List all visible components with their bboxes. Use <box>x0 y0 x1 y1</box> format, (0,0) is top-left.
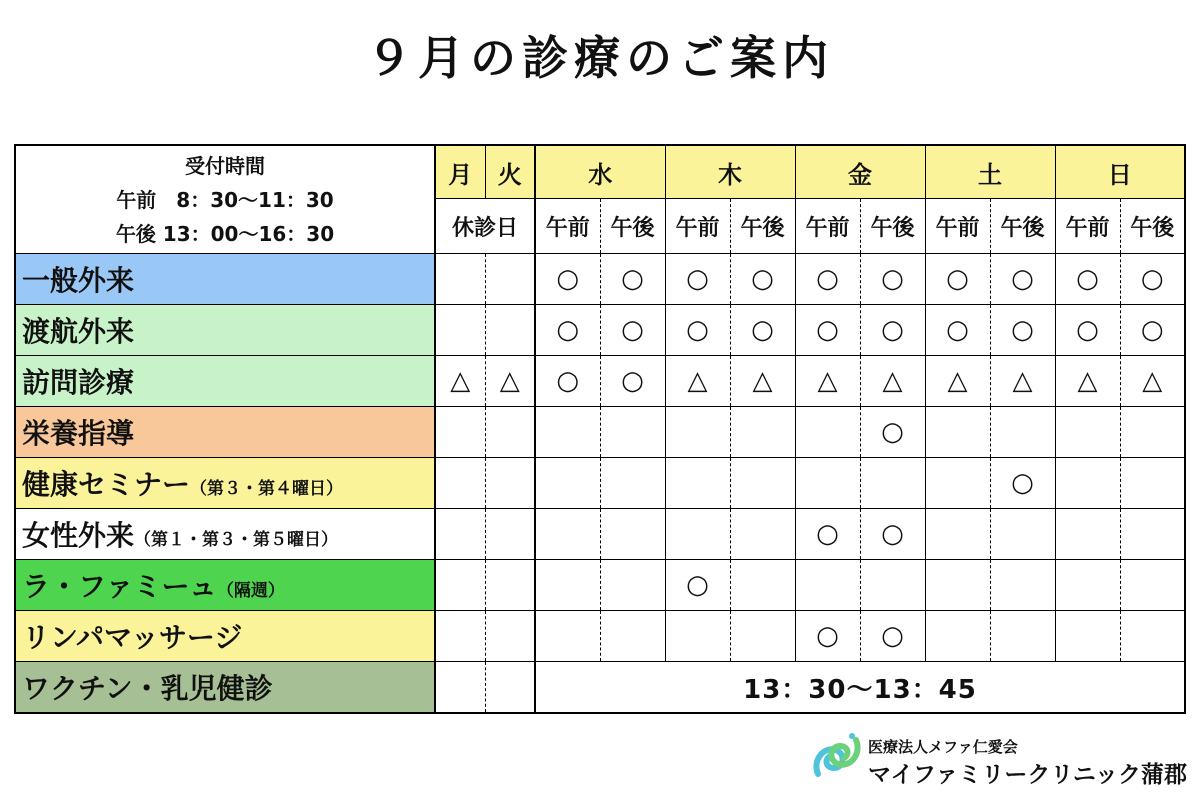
schedule-cell <box>860 560 925 611</box>
schedule-cell <box>665 356 730 407</box>
available-mark: ○ <box>946 315 969 345</box>
schedule-cell <box>665 305 730 356</box>
available-mark: ○ <box>1140 315 1164 345</box>
schedule-cell <box>1055 356 1120 407</box>
schedule-row <box>15 458 1185 509</box>
row-label-vaccine: ワクチン・乳児健診 <box>15 662 435 714</box>
partial-mark: △ <box>450 366 471 396</box>
partial-mark: △ <box>1142 366 1163 396</box>
reception-am: 午前 8：30〜11：30 <box>116 187 334 212</box>
schedule-cell <box>925 611 990 662</box>
schedule-cell <box>1120 458 1185 509</box>
schedule-cell <box>665 407 730 458</box>
schedule-cell <box>925 560 990 611</box>
row-label <box>15 458 435 509</box>
schedule-cell <box>795 458 860 509</box>
available-mark: ○ <box>1076 264 1099 294</box>
available-mark: ○ <box>556 366 580 396</box>
schedule-cell <box>435 458 485 509</box>
schedule-cell <box>485 458 535 509</box>
available-mark: ○ <box>1011 468 1034 498</box>
schedule-cell <box>990 254 1055 305</box>
schedule-cell <box>665 254 730 305</box>
schedule-cell <box>1120 407 1185 458</box>
closed-day-label: 休診日 <box>435 199 535 254</box>
schedule-cell <box>1120 305 1185 356</box>
schedule-cell <box>860 458 925 509</box>
schedule-cell <box>435 611 485 662</box>
vaccine-time: 13：30〜13：45 <box>535 662 1185 714</box>
schedule-cell <box>485 509 535 560</box>
schedule-cell <box>435 356 485 407</box>
schedule-cell <box>925 356 990 407</box>
schedule-cell <box>1120 560 1185 611</box>
schedule-cell <box>600 560 665 611</box>
pm-header: 午後 <box>1120 199 1185 254</box>
available-mark: ○ <box>751 264 774 294</box>
schedule-cell <box>535 254 600 305</box>
schedule-cell <box>665 458 730 509</box>
schedule-cell <box>1055 458 1120 509</box>
schedule-cell <box>535 458 600 509</box>
row-label-text: リンパマッサージ <box>22 621 243 654</box>
schedule-cell <box>925 407 990 458</box>
partial-mark: △ <box>1012 366 1033 396</box>
row-label-note: （隔週） <box>216 581 285 601</box>
available-mark: ○ <box>881 417 904 447</box>
row-label-note: （第３・第４曜日） <box>190 479 344 499</box>
schedule-cell <box>925 509 990 560</box>
schedule-cell <box>730 407 795 458</box>
schedule-cell <box>535 407 600 458</box>
schedule-cell <box>485 407 535 458</box>
schedule-cell <box>860 509 925 560</box>
schedule-cell <box>730 560 795 611</box>
schedule-cell <box>535 611 600 662</box>
available-mark: ○ <box>881 621 904 651</box>
schedule-cell <box>1055 509 1120 560</box>
available-mark: ○ <box>686 315 709 345</box>
schedule-cell <box>600 458 665 509</box>
schedule-cell <box>1055 611 1120 662</box>
row-label-text: ラ・ファミーュ <box>22 570 217 603</box>
schedule-cell <box>435 560 485 611</box>
schedule-row <box>15 611 1185 662</box>
schedule-cell <box>730 611 795 662</box>
schedule-cell <box>1120 611 1185 662</box>
row-label-text: 渡航外来 <box>22 315 135 348</box>
row-label-note: （第１・第３・第５曜日） <box>134 530 339 550</box>
day-thu: 木 <box>665 145 795 199</box>
cell-empty <box>485 662 535 714</box>
schedule-row <box>15 254 1185 305</box>
schedule-cell <box>730 305 795 356</box>
day-mon: 月 <box>435 145 485 199</box>
schedule-cell <box>1055 560 1120 611</box>
schedule-cell <box>1055 305 1120 356</box>
schedule-cell <box>795 407 860 458</box>
am-header: 午前 <box>925 199 990 254</box>
partial-mark: △ <box>687 366 708 396</box>
available-mark: ○ <box>881 264 904 294</box>
schedule-cell <box>435 407 485 458</box>
available-mark: ○ <box>946 264 969 294</box>
partial-mark: △ <box>1077 366 1098 396</box>
schedule-cell <box>1120 509 1185 560</box>
schedule-cell <box>535 509 600 560</box>
schedule-cell <box>990 509 1055 560</box>
schedule-cell <box>1120 254 1185 305</box>
schedule-cell <box>1120 356 1185 407</box>
available-mark: ○ <box>621 366 644 396</box>
schedule-cell <box>485 254 535 305</box>
available-mark: ○ <box>621 315 644 345</box>
clinic-org-name: 医療法人メファ仁愛会 <box>868 738 1018 756</box>
row-label-text: 健康セミナー <box>22 468 191 501</box>
row-label-text: 栄養指導 <box>22 417 135 450</box>
partial-mark: △ <box>499 366 520 396</box>
clinic-logo-icon <box>810 730 864 784</box>
available-mark: ○ <box>881 315 904 345</box>
available-mark: ○ <box>686 264 709 294</box>
reception-heading: 受付時間 <box>185 153 265 178</box>
schedule-cell <box>860 356 925 407</box>
schedule-cell <box>600 509 665 560</box>
row-label <box>15 611 435 662</box>
am-header: 午前 <box>535 199 600 254</box>
schedule-cell <box>795 509 860 560</box>
page-title: ９月の診療のご案内 <box>366 31 834 85</box>
schedule-row <box>15 356 1185 407</box>
available-mark: ○ <box>816 315 839 345</box>
row-label <box>15 407 435 458</box>
schedule-cell <box>860 611 925 662</box>
schedule-table <box>14 144 1186 714</box>
pm-header: 午後 <box>860 199 925 254</box>
available-mark: ○ <box>751 315 774 345</box>
partial-mark: △ <box>752 366 773 396</box>
schedule-cell <box>665 509 730 560</box>
schedule-cell <box>990 560 1055 611</box>
pm-header: 午後 <box>600 199 665 254</box>
schedule-cell <box>925 458 990 509</box>
schedule-cell <box>795 560 860 611</box>
schedule-cell <box>730 509 795 560</box>
row-label <box>15 509 435 560</box>
schedule-cell <box>535 560 600 611</box>
schedule-cell <box>485 356 535 407</box>
schedule-cell <box>665 560 730 611</box>
schedule-cell <box>990 611 1055 662</box>
available-mark: ○ <box>686 570 709 600</box>
schedule-cell <box>485 560 535 611</box>
schedule-cell <box>1055 254 1120 305</box>
reception-pm: 午後 13：00〜16：30 <box>115 221 335 246</box>
schedule-cell <box>730 254 795 305</box>
available-mark: ○ <box>1140 264 1164 294</box>
row-label <box>15 560 435 611</box>
schedule-cell <box>435 254 485 305</box>
schedule-cell <box>535 305 600 356</box>
available-mark: ○ <box>1011 315 1034 345</box>
partial-mark: △ <box>882 366 903 396</box>
available-mark: ○ <box>1076 315 1099 345</box>
schedule-cell <box>925 305 990 356</box>
schedule-cell <box>795 356 860 407</box>
am-header: 午前 <box>1055 199 1120 254</box>
schedule-cell <box>435 305 485 356</box>
day-sat: 土 <box>925 145 1055 199</box>
pm-header: 午後 <box>730 199 795 254</box>
schedule-cell <box>600 611 665 662</box>
day-wed: 水 <box>535 145 665 199</box>
available-mark: ○ <box>556 315 580 345</box>
schedule-row <box>15 509 1185 560</box>
partial-mark: △ <box>947 366 968 396</box>
row-label <box>15 305 435 356</box>
available-mark: ○ <box>816 621 839 651</box>
schedule-cell <box>860 407 925 458</box>
available-mark: ○ <box>816 264 839 294</box>
reception-hours <box>15 145 435 254</box>
schedule-row <box>15 560 1185 611</box>
schedule-cell <box>795 611 860 662</box>
schedule-cell <box>795 254 860 305</box>
row-label <box>15 356 435 407</box>
day-sun: 日 <box>1055 145 1185 199</box>
cell-empty <box>435 662 485 714</box>
schedule-cell <box>535 356 600 407</box>
schedule-cell <box>600 305 665 356</box>
partial-mark: △ <box>817 366 838 396</box>
schedule-cell <box>1055 407 1120 458</box>
schedule-cell <box>600 254 665 305</box>
schedule-cell <box>730 356 795 407</box>
schedule-cell <box>860 254 925 305</box>
schedule-cell <box>990 356 1055 407</box>
schedule-row <box>15 305 1185 356</box>
schedule-cell <box>485 305 535 356</box>
schedule-cell <box>860 305 925 356</box>
clinic-name: マイファミリークリニック蒲郡 <box>868 762 1188 788</box>
schedule-cell <box>600 407 665 458</box>
day-tue: 火 <box>485 145 535 199</box>
schedule-cell <box>925 254 990 305</box>
available-mark: ○ <box>816 519 839 549</box>
schedule-cell <box>435 509 485 560</box>
schedule-cell <box>665 611 730 662</box>
schedule-cell <box>795 305 860 356</box>
schedule-cell <box>485 611 535 662</box>
row-label-text: 一般外来 <box>22 264 135 297</box>
schedule-cell <box>990 305 1055 356</box>
available-mark: ○ <box>621 264 644 294</box>
pm-header: 午後 <box>990 199 1055 254</box>
schedule-cell <box>990 458 1055 509</box>
row-label <box>15 254 435 305</box>
row-label-text: 女性外来 <box>22 519 135 552</box>
available-mark: ○ <box>881 519 904 549</box>
am-header: 午前 <box>795 199 860 254</box>
available-mark: ○ <box>1011 264 1034 294</box>
available-mark: ○ <box>556 264 580 294</box>
row-label-text: 訪問診療 <box>22 366 135 399</box>
schedule-cell <box>730 458 795 509</box>
schedule-row <box>15 407 1185 458</box>
clinic-logo <box>810 730 1190 786</box>
day-fri: 金 <box>795 145 925 199</box>
schedule-cell <box>990 407 1055 458</box>
am-header: 午前 <box>665 199 730 254</box>
schedule-cell <box>600 356 665 407</box>
